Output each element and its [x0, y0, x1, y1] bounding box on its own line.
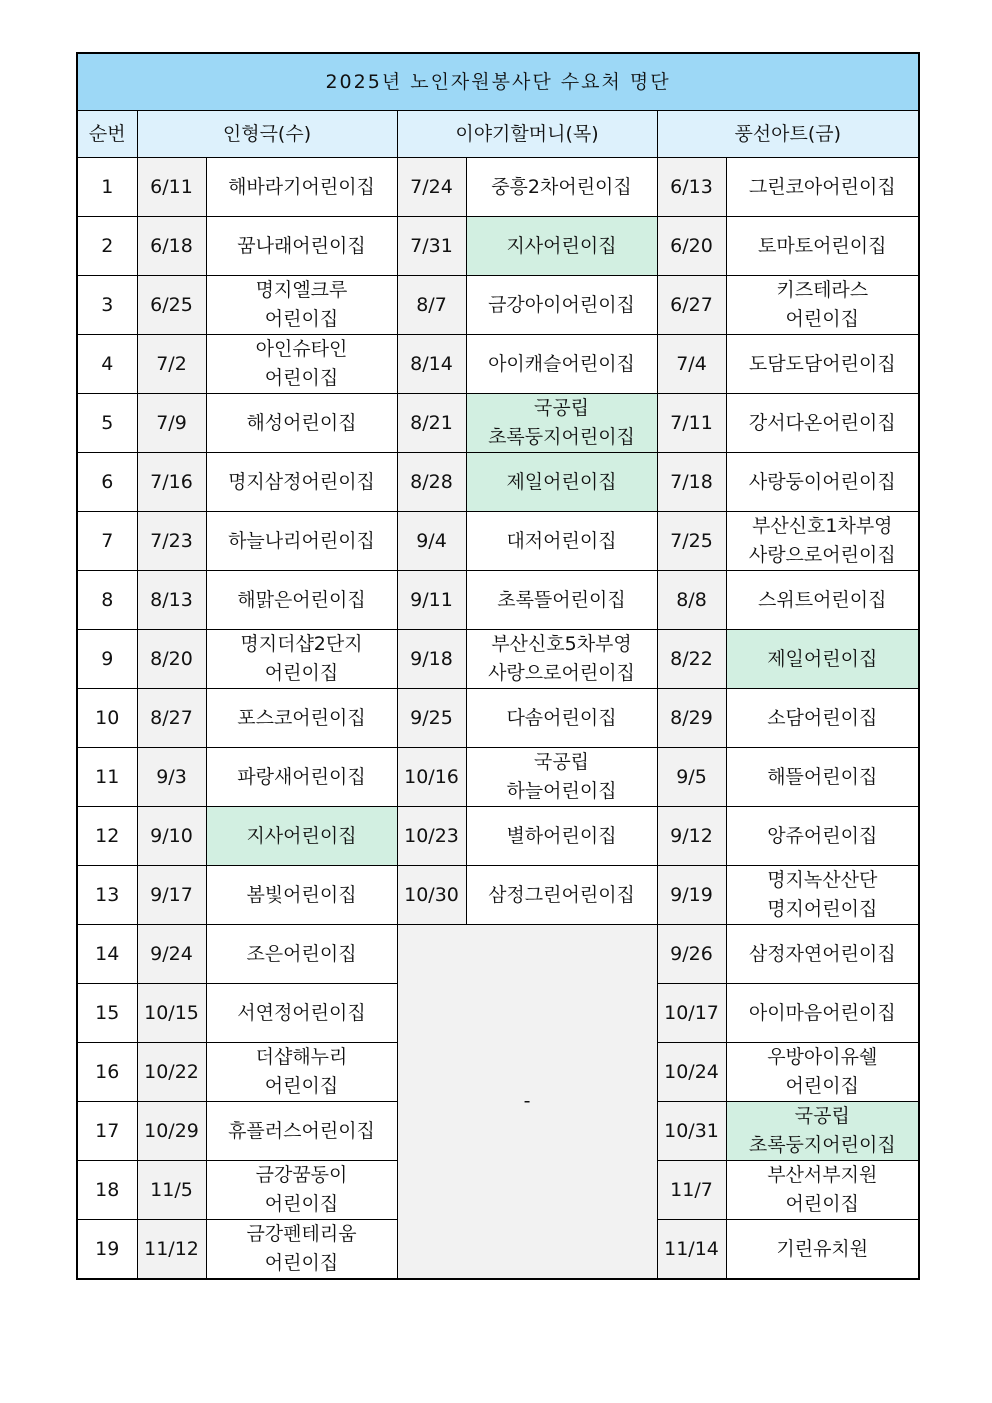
puppet-date: 7/16: [137, 453, 206, 512]
puppet-date: 11/12: [137, 1220, 206, 1280]
story-date: 10/16: [397, 748, 466, 807]
puppet-center: 금강펜테리움 어린이집: [206, 1220, 397, 1280]
row-number: 14: [77, 925, 137, 984]
balloon-center: 삼정자연어린이집: [726, 925, 919, 984]
row-number: 7: [77, 512, 137, 571]
story-date: 9/18: [397, 630, 466, 689]
schedule-body: [77, 158, 919, 1280]
story-center: 금강아이어린이집: [466, 276, 657, 335]
balloon-center: 스위트어린이집: [726, 571, 919, 630]
puppet-date: 10/22: [137, 1043, 206, 1102]
balloon-center: 부산서부지원 어린이집: [726, 1161, 919, 1220]
story-date: 9/25: [397, 689, 466, 748]
balloon-date: 11/14: [657, 1220, 726, 1280]
balloon-date: 8/29: [657, 689, 726, 748]
balloon-center: 도담도담어린이집: [726, 335, 919, 394]
row-number: 15: [77, 984, 137, 1043]
story-date: 7/24: [397, 158, 466, 217]
puppet-center: 더샵해누리 어린이집: [206, 1043, 397, 1102]
puppet-center: 꿈나래어린이집: [206, 217, 397, 276]
header-storytelling: 이야기할머니(목): [397, 111, 657, 158]
balloon-center: 국공립 초록둥지어린이집: [726, 1102, 919, 1161]
balloon-date: 6/20: [657, 217, 726, 276]
story-center: 제일어린이집: [466, 453, 657, 512]
balloon-date: 6/27: [657, 276, 726, 335]
puppet-date: 6/11: [137, 158, 206, 217]
puppet-center: 봄빛어린이집: [206, 866, 397, 925]
table-row: [77, 630, 919, 689]
row-number: 4: [77, 335, 137, 394]
puppet-date: 9/3: [137, 748, 206, 807]
table-row: [77, 394, 919, 453]
story-center: 중흥2차어린이집: [466, 158, 657, 217]
puppet-center: 금강꿈동이 어린이집: [206, 1161, 397, 1220]
puppet-date: 11/5: [137, 1161, 206, 1220]
balloon-date: 7/11: [657, 394, 726, 453]
row-number: 17: [77, 1102, 137, 1161]
table-row: [77, 512, 919, 571]
puppet-date: 8/13: [137, 571, 206, 630]
balloon-date: 10/31: [657, 1102, 726, 1161]
balloon-date: 10/24: [657, 1043, 726, 1102]
balloon-center: 해뜰어린이집: [726, 748, 919, 807]
balloon-date: 7/4: [657, 335, 726, 394]
table-row: [77, 217, 919, 276]
row-number: 8: [77, 571, 137, 630]
balloon-center: 키즈테라스 어린이집: [726, 276, 919, 335]
balloon-center: 부산신호1차부영 사랑으로어린이집: [726, 512, 919, 571]
story-date: 10/23: [397, 807, 466, 866]
table-row: [77, 453, 919, 512]
puppet-center: 지사어린이집: [206, 807, 397, 866]
story-empty-cell: -: [397, 925, 657, 1280]
puppet-center: 아인슈타인 어린이집: [206, 335, 397, 394]
header-no: 순번: [77, 111, 137, 158]
balloon-date: 7/18: [657, 453, 726, 512]
puppet-date: 6/25: [137, 276, 206, 335]
row-number: 6: [77, 453, 137, 512]
row-number: 10: [77, 689, 137, 748]
story-center: 국공립 초록둥지어린이집: [466, 394, 657, 453]
puppet-center: 해바라기어린이집: [206, 158, 397, 217]
puppet-date: 7/23: [137, 512, 206, 571]
header-puppet-show: 인형극(수): [137, 111, 397, 158]
balloon-center: 소담어린이집: [726, 689, 919, 748]
balloon-date: 10/17: [657, 984, 726, 1043]
table-row: [77, 571, 919, 630]
balloon-center: 토마토어린이집: [726, 217, 919, 276]
puppet-date: 8/27: [137, 689, 206, 748]
story-date: 8/21: [397, 394, 466, 453]
puppet-center: 파랑새어린이집: [206, 748, 397, 807]
table-row: [77, 335, 919, 394]
balloon-center: 명지녹산산단 명지어린이집: [726, 866, 919, 925]
balloon-center: 아이마음어린이집: [726, 984, 919, 1043]
puppet-date: 8/20: [137, 630, 206, 689]
puppet-center: 명지삼정어린이집: [206, 453, 397, 512]
story-center: 아이캐슬어린이집: [466, 335, 657, 394]
puppet-center: 포스코어린이집: [206, 689, 397, 748]
header-balloon-art: 풍선아트(금): [657, 111, 919, 158]
puppet-center: 명지더샵2단지 어린이집: [206, 630, 397, 689]
balloon-center: 사랑둥이어린이집: [726, 453, 919, 512]
balloon-center: 우방아이유쉘 어린이집: [726, 1043, 919, 1102]
puppet-date: 7/9: [137, 394, 206, 453]
story-center: 대저어린이집: [466, 512, 657, 571]
row-number: 16: [77, 1043, 137, 1102]
table-row: [77, 689, 919, 748]
story-center: 초록뜰어린이집: [466, 571, 657, 630]
row-number: 13: [77, 866, 137, 925]
balloon-center: 기린유치원: [726, 1220, 919, 1280]
story-date: 10/30: [397, 866, 466, 925]
puppet-date: 10/15: [137, 984, 206, 1043]
puppet-date: 9/10: [137, 807, 206, 866]
page-title: 2025년 노인자원봉사단 수요처 명단: [77, 53, 919, 111]
puppet-date: 9/24: [137, 925, 206, 984]
story-date: 9/11: [397, 571, 466, 630]
puppet-center: 서연정어린이집: [206, 984, 397, 1043]
story-date: 9/4: [397, 512, 466, 571]
story-date: 8/28: [397, 453, 466, 512]
table-row: [77, 158, 919, 217]
puppet-center: 조은어린이집: [206, 925, 397, 984]
balloon-date: 8/8: [657, 571, 726, 630]
story-center: 삼정그린어린이집: [466, 866, 657, 925]
row-number: 2: [77, 217, 137, 276]
story-date: 8/14: [397, 335, 466, 394]
story-center: 다솜어린이집: [466, 689, 657, 748]
table-row: [77, 807, 919, 866]
row-number: 12: [77, 807, 137, 866]
puppet-date: 10/29: [137, 1102, 206, 1161]
story-center: 국공립 하늘어린이집: [466, 748, 657, 807]
story-center: 지사어린이집: [466, 217, 657, 276]
row-number: 3: [77, 276, 137, 335]
table-row: [77, 866, 919, 925]
puppet-center: 하늘나리어린이집: [206, 512, 397, 571]
puppet-center: 명지엘크루 어린이집: [206, 276, 397, 335]
row-number: 5: [77, 394, 137, 453]
row-number: 1: [77, 158, 137, 217]
table-row: [77, 748, 919, 807]
puppet-date: 7/2: [137, 335, 206, 394]
balloon-center: 강서다온어린이집: [726, 394, 919, 453]
balloon-date: 7/25: [657, 512, 726, 571]
puppet-center: 해성어린이집: [206, 394, 397, 453]
volunteer-schedule-table: [76, 52, 920, 1280]
puppet-date: 6/18: [137, 217, 206, 276]
row-number: 18: [77, 1161, 137, 1220]
balloon-center: 제일어린이집: [726, 630, 919, 689]
row-number: 9: [77, 630, 137, 689]
balloon-date: 11/7: [657, 1161, 726, 1220]
balloon-date: 9/5: [657, 748, 726, 807]
balloon-date: 8/22: [657, 630, 726, 689]
balloon-center: 그린코아어린이집: [726, 158, 919, 217]
balloon-date: 9/19: [657, 866, 726, 925]
puppet-center: 해맑은어린이집: [206, 571, 397, 630]
story-date: 7/31: [397, 217, 466, 276]
table-row: [77, 925, 919, 984]
balloon-date: 6/13: [657, 158, 726, 217]
puppet-center: 휴플러스어린이집: [206, 1102, 397, 1161]
row-number: 19: [77, 1220, 137, 1280]
story-center: 부산신호5차부영 사랑으로어린이집: [466, 630, 657, 689]
story-date: 8/7: [397, 276, 466, 335]
puppet-date: 9/17: [137, 866, 206, 925]
row-number: 11: [77, 748, 137, 807]
table-row: [77, 276, 919, 335]
balloon-date: 9/12: [657, 807, 726, 866]
balloon-center: 앙쥬어린이집: [726, 807, 919, 866]
story-center: 별하어린이집: [466, 807, 657, 866]
balloon-date: 9/26: [657, 925, 726, 984]
